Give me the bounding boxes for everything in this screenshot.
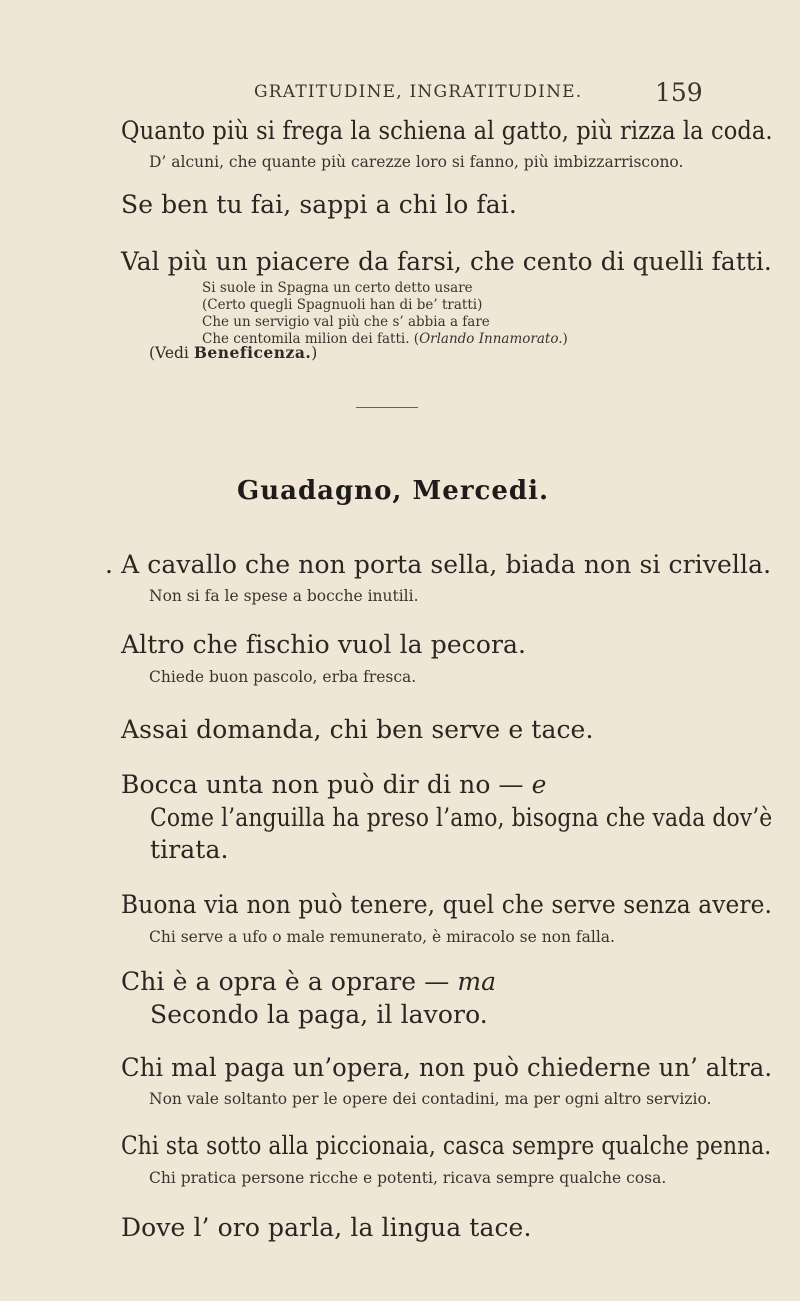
proverb-opra [121,967,496,996]
see-also-close: ) [311,344,318,362]
proverb-opra-text: Chi è a opra è a oprare — [121,967,458,996]
verse-line-2: (Certo quegli Spagnuoli han di be’ tratti) [202,297,483,313]
page-header [0,78,800,112]
proverb-paga: Secondo la paga, il lavoro. [150,1000,488,1029]
proverb-bocca-unta-text: Bocca unta non può dir di no — [121,770,532,799]
proverb-oro: Dove l’ oro parla, la lingua tace. [121,1213,532,1242]
verse-line-3: Che un servigio val più che s’ abbia a fare [202,314,490,330]
page-number: 159 [655,78,703,107]
section-divider [356,407,418,408]
proverb-opra-conjunction: ma [457,967,497,996]
proverb-piccionaia: Chi sta sotto alla piccionaia, casca sempre qualche penna. [121,1131,772,1160]
note-cat: D’ alcuni, che quante più carezze loro si fanno, più imbizzarriscono. [149,153,684,171]
see-also [149,343,317,362]
proverb-anguilla-line-2: tirata. [150,835,229,864]
proverb-bocca-unta-conjunction: e [531,770,547,799]
note-pecora: Chiede buon pascolo, erba fresca. [149,668,417,686]
see-also-open: (Vedi [149,344,194,362]
proverb-mal-paga: Chi mal paga un’opera, non può chiederne un’ altra. [121,1053,773,1082]
note-piccionaia: Chi pratica persone ricche e potenti, ricava sempre qualche cosa. [149,1169,667,1187]
proverb-piacere: Val più un piacere da farsi, che cento di quelli fatti. [121,247,772,276]
proverb-assai: Assai domanda, chi ben serve e tace. [121,715,594,744]
proverb-ben-fai: Se ben tu fai, sappi a chi lo fai. [121,190,517,219]
see-also-reference: Beneficenza. [193,343,312,362]
note-cavallo: Non si fa le spese a bocche inutili. [149,587,419,605]
verse-source-close: ) [562,331,568,347]
proverb-pecora: Altro che fischio vuol la pecora. [121,630,527,659]
verse-line-4-text: Che centomila milion dei fatti. ( [202,331,420,347]
proverb-bocca-unta [121,770,547,799]
verse-line-1: Si suole in Spagna un certo detto usare [202,280,473,296]
note-mal-paga: Non vale soltanto per le opere dei contadini, ma per ogni altro servizio. [149,1090,712,1108]
proverb-cat: Quanto più si frega la schiena al gatto, più rizza la coda. [121,116,773,145]
proverb-anguilla-line-1: Come l’anguilla ha preso l’amo, bisogna che vada dov’è [150,803,773,832]
section-title: Guadagno, Mercedi. [237,476,550,506]
proverb-buona-via: Buona via non può tenere, quel che serve senza avere. [121,890,773,919]
verse-source: Orlando Innamorato. [419,331,563,347]
running-head: GRATITUDINE, INGRATITUDINE. [254,82,583,102]
proverb-cavallo: . A cavallo che non porta sella, biada non si crivella. [105,550,772,579]
note-buona-via: Chi serve a ufo o male remunerato, è miracolo se non falla. [149,928,615,946]
